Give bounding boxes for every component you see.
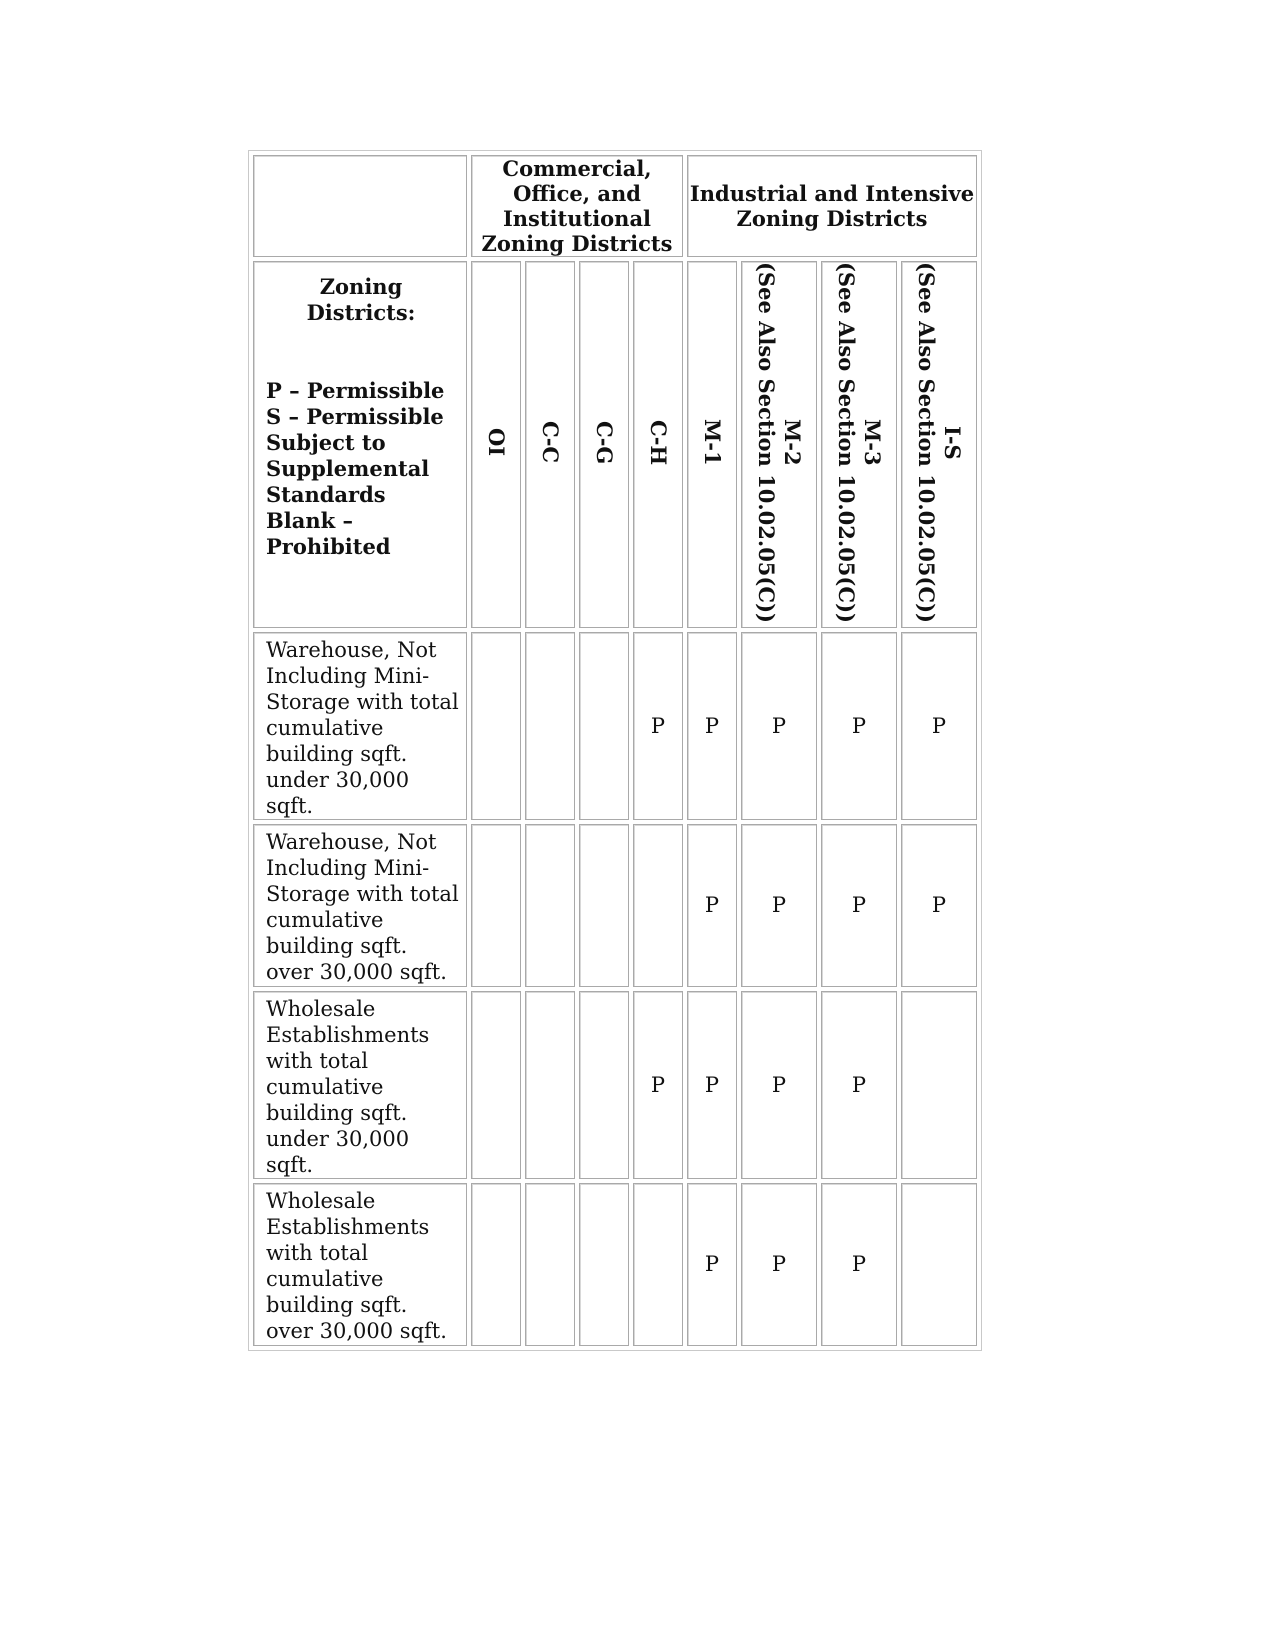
table-row <box>253 824 977 987</box>
permission-cell <box>471 991 521 1179</box>
permission-cell <box>633 1183 683 1346</box>
table-row <box>253 991 977 1179</box>
use-description: Warehouse, Not Including Mini-Storage with total cumulative building sqft. under 30,000 sqft. <box>253 632 467 820</box>
permission-cell: P <box>901 632 977 820</box>
district-header-m-3 <box>821 261 897 628</box>
permission-cell: P <box>687 1183 737 1346</box>
district-code: M-3 <box>860 419 885 466</box>
permission-cell <box>471 1183 521 1346</box>
permission-cell: P <box>741 824 817 987</box>
use-description: Warehouse, Not Including Mini-Storage with total cumulative building sqft. over 30,000 sqft. <box>253 824 467 987</box>
legend-title: Zoning Districts: <box>306 274 416 325</box>
permission-cell <box>579 824 629 987</box>
permission-cell: P <box>633 991 683 1179</box>
commercial-group-header: Commercial, Office, and Institutional Zoning Districts <box>471 155 683 257</box>
district-code-with-note <box>753 262 805 623</box>
district-header-c-c <box>525 261 575 628</box>
table-row <box>253 1183 977 1346</box>
district-header-m-1 <box>687 261 737 628</box>
legend-cell <box>253 261 467 628</box>
permission-cell <box>579 1183 629 1346</box>
permission-cell: P <box>687 824 737 987</box>
permission-cell: P <box>821 1183 897 1346</box>
permission-cell <box>901 991 977 1179</box>
legend-permissible: P – Permissible <box>266 378 445 403</box>
district-code-with-note <box>833 262 885 623</box>
permission-cell <box>901 1183 977 1346</box>
district-code: M-2 <box>780 419 805 466</box>
permission-cell <box>471 632 521 820</box>
table-row <box>253 632 977 820</box>
district-code: C-G <box>592 420 617 465</box>
permission-cell <box>633 824 683 987</box>
permission-cell: P <box>741 632 817 820</box>
district-code: C-C <box>538 421 563 464</box>
corner-blank-cell <box>253 155 467 257</box>
permission-cell <box>579 632 629 820</box>
district-code: M-1 <box>700 419 725 466</box>
legend-prohibited: Blank – Prohibited <box>266 508 391 559</box>
permission-cell: P <box>901 824 977 987</box>
permission-cell: P <box>741 991 817 1179</box>
district-code-with-note <box>913 262 965 623</box>
use-description: Wholesale Establishments with total cumulative building sqft. under 30,000 sqft. <box>253 991 467 1179</box>
permission-cell: P <box>633 632 683 820</box>
district-code: I-S <box>940 425 965 460</box>
district-header-c-g <box>579 261 629 628</box>
permission-cell: P <box>821 824 897 987</box>
permission-cell: P <box>741 1183 817 1346</box>
use-description: Wholesale Establishments with total cumulative building sqft. over 30,000 sqft. <box>253 1183 467 1346</box>
district-header-i-s <box>901 261 977 628</box>
district-note: (See Also Section 10.02.05(C)) <box>834 262 859 623</box>
permission-cell <box>525 1183 575 1346</box>
district-code: C-H <box>646 419 671 466</box>
permission-cell: P <box>821 632 897 820</box>
permission-cell <box>525 824 575 987</box>
permission-cell <box>525 632 575 820</box>
district-header-m-2 <box>741 261 817 628</box>
permission-cell <box>525 991 575 1179</box>
district-note: (See Also Section 10.02.05(C)) <box>914 262 939 623</box>
district-header-c-h <box>633 261 683 628</box>
district-note: (See Also Section 10.02.05(C)) <box>754 262 779 623</box>
permission-cell <box>471 824 521 987</box>
group-header-row <box>253 155 977 257</box>
permission-cell: P <box>687 991 737 1179</box>
district-header-oi <box>471 261 521 628</box>
district-code: OI <box>484 428 509 457</box>
legend-supplemental: S – Permissible Subject to Supplemental Standards <box>266 404 444 507</box>
industrial-group-header: Industrial and Intensive Zoning Districts <box>687 155 977 257</box>
permission-cell: P <box>821 991 897 1179</box>
permission-cell <box>579 991 629 1179</box>
district-header-row <box>253 261 977 628</box>
zoning-use-table <box>248 150 982 1351</box>
permission-cell: P <box>687 632 737 820</box>
